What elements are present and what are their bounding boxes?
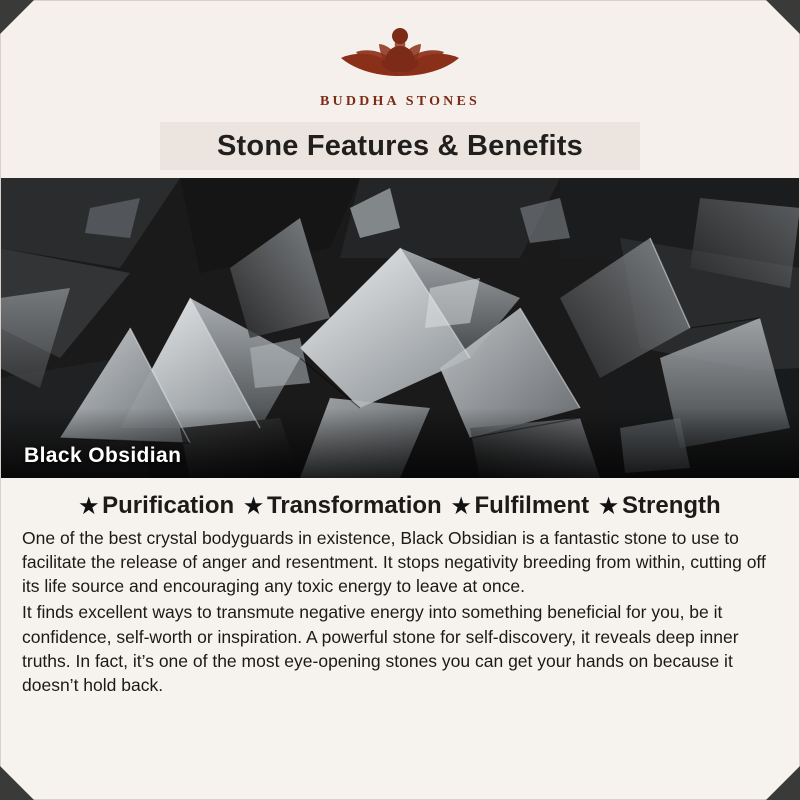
brand-logo [320,14,480,110]
corner-notch-top-right [766,0,800,34]
star-icon: ★ [244,495,263,518]
keyword-label: Fulfilment [474,492,590,519]
star-icon: ★ [79,495,99,518]
keyword-list [22,492,778,520]
keyword-item [599,492,721,520]
lotus-meditation-icon [325,14,475,90]
corner-notch-top-left [0,0,34,34]
star-icon: ★ [599,495,618,518]
keyword-label: Transformation [266,492,442,519]
star-icon: ★ [451,495,471,518]
keyword-item [79,492,234,520]
header [0,0,800,178]
keyword-label: Purification [102,492,235,519]
brand-name: BUDDHA STONES [320,94,480,109]
keyword-label: Strength [622,492,721,519]
title-band [160,122,640,170]
hero-caption: Black Obsidian [24,444,182,467]
corner-notch-bottom-right [766,766,800,800]
body-paragraph-2: It finds excellent ways to transmute negative energy into something beneficial for you, be it confidence, self-worth or inspiration. A powerful stone for self-discovery, it reveals deep inner truths. In fact, it’s one of the most eye-opening stones you can get your hands on because it doesn’t hold back. [22,602,739,695]
content-section [0,478,800,800]
black-obsidian-photo [0,178,800,478]
keyword-item [452,492,589,520]
corner-notch-bottom-left [0,766,34,800]
hero-image [0,178,800,478]
keyword-item [244,492,442,520]
page-title: Stone Features & Benefits [217,129,583,162]
body-paragraph-1: One of the best crystal bodyguards in existence, Black Obsidian is a fantastic stone to use to facilitate the release of anger and resentment. It stops negativity breeding from within, cutting off its life source and encouraging any toxic energy to leave at once. [22,528,766,597]
